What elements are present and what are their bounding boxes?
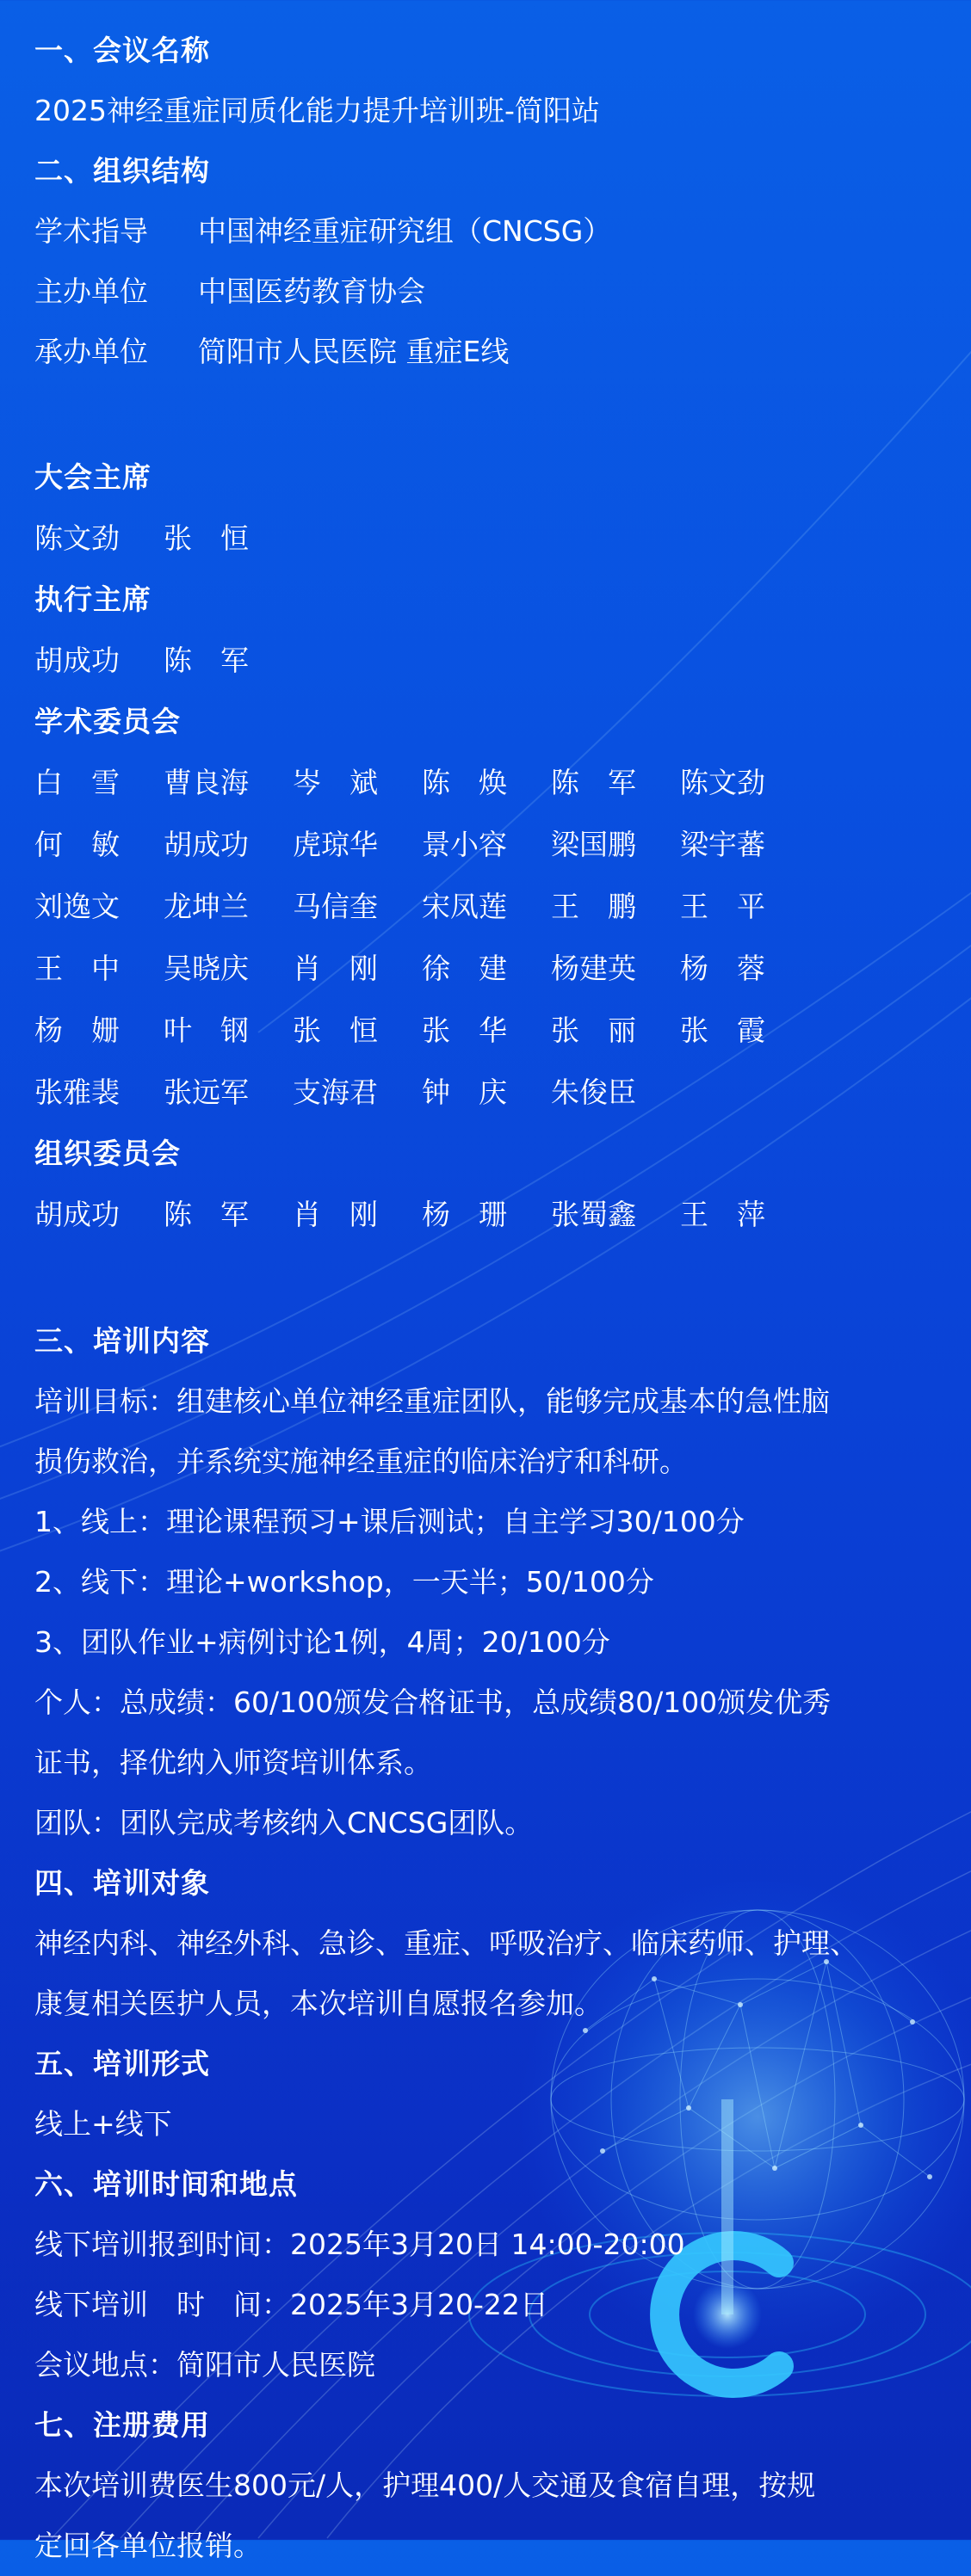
training-content-line: 1、线上：理论课程预习+课后测试；自主学习30/100分 — [34, 1505, 745, 1538]
person-name: 张蜀鑫 — [551, 1198, 636, 1231]
chair-title: 大会主席 — [34, 460, 152, 494]
exec-chair-names — [34, 630, 937, 692]
training-content-line: 3、团队作业+病例讨论1例，4周；20/100分 — [34, 1625, 610, 1659]
person-name: 张 霞 — [680, 1014, 765, 1047]
person-name: 胡成功 — [164, 828, 249, 861]
org-row-label: 承办单位 — [34, 335, 148, 368]
person-name: 景小容 — [422, 828, 507, 861]
person-name: 胡成功 — [34, 1198, 120, 1231]
training-content-line: 个人：总成绩：60/100颁发合格证书，总成绩80/100颁发优秀 — [34, 1685, 832, 1719]
fee-line: 定回各单位报销。 — [34, 2529, 262, 2562]
person-name: 王 鹏 — [551, 890, 636, 923]
section-title-fee: 七、注册费用 — [34, 2408, 210, 2442]
person-name: 曹良海 — [164, 766, 249, 799]
academic-row — [34, 938, 937, 1000]
person-name: 肖 刚 — [293, 952, 378, 985]
section-title-training-content: 三、培训内容 — [34, 1324, 210, 1358]
person-name: 杨 姗 — [34, 1014, 120, 1047]
person-name: 陈文劲 — [680, 766, 765, 799]
audience-line: 神经内科、神经外科、急诊、重症、呼吸治疗、临床药师、护理、 — [34, 1926, 858, 1960]
person-name: 肖 刚 — [293, 1198, 378, 1231]
person-name: 梁宇蕃 — [680, 828, 765, 861]
chair-names — [34, 508, 937, 570]
person-name: 王 中 — [34, 952, 120, 985]
time-place-line: 会议地点：简阳市人民医院 — [34, 2348, 375, 2382]
training-content-line: 证书，择优纳入师资培训体系。 — [34, 1746, 432, 1779]
person-name: 龙坤兰 — [164, 890, 249, 923]
exec-chair-title: 执行主席 — [34, 582, 152, 616]
person-name: 张远军 — [164, 1075, 249, 1109]
person-name: 陈 军 — [164, 644, 249, 677]
person-name: 张 华 — [422, 1014, 507, 1047]
meeting-name: 2025神经重症同质化能力提升培训班-简阳站 — [34, 94, 600, 127]
training-content-line: 2、线下：理论+workshop，一天半；50/100分 — [34, 1565, 654, 1599]
training-content-line: 损伤救治，并系统实施神经重症的临床治疗和科研。 — [34, 1445, 688, 1478]
person-name: 张 恒 — [164, 521, 249, 555]
person-name: 梁国鹏 — [551, 828, 636, 861]
training-content-line: 团队：团队完成考核纳入CNCSG团队。 — [34, 1806, 534, 1840]
org-row — [34, 262, 937, 322]
person-name: 陈文劲 — [34, 521, 120, 555]
person-name: 马信奎 — [293, 890, 378, 923]
org-row-label: 学术指导 — [34, 214, 148, 248]
academic-row — [34, 752, 937, 814]
person-name: 杨建英 — [551, 952, 636, 985]
org-row-value: 中国神经重症研究组（CNCSG） — [198, 214, 612, 248]
person-name: 胡成功 — [34, 644, 120, 677]
person-name: 支海君 — [293, 1075, 378, 1109]
person-name: 白 雪 — [34, 766, 120, 799]
section-title-meeting-name: 一、会议名称 — [34, 34, 210, 67]
org-row — [34, 322, 937, 382]
org-row-value: 简阳市人民医院 重症E线 — [198, 335, 510, 368]
org-row — [34, 201, 937, 262]
time-place-line: 线下培训 时 间：2025年3月20-22日 — [34, 2288, 548, 2321]
person-name: 徐 建 — [422, 952, 507, 985]
person-name: 宋凤莲 — [422, 890, 507, 923]
audience-line: 康复相关医护人员，本次培训自愿报名参加。 — [34, 1987, 603, 2020]
person-name: 陈 焕 — [422, 766, 507, 799]
spacer — [34, 382, 937, 447]
academic-row — [34, 1000, 937, 1062]
training-content-line: 培训目标：组建核心单位神经重症团队，能够完成基本的急性脑 — [34, 1384, 830, 1418]
person-name: 朱俊臣 — [551, 1075, 636, 1109]
person-name: 杨 蓉 — [680, 952, 765, 985]
org-row-label: 主办单位 — [34, 274, 148, 308]
person-name: 陈 军 — [164, 1198, 249, 1231]
academic-row — [34, 876, 937, 938]
academic-row — [34, 814, 937, 876]
section-title-organization: 二、组织结构 — [34, 154, 210, 188]
person-name: 虎琼华 — [293, 828, 378, 861]
time-place-line: 线下培训报到时间：2025年3月20日 14:00-20:00 — [34, 2228, 685, 2261]
section-title-time-place: 六、培训时间和地点 — [34, 2167, 298, 2201]
person-name: 王 平 — [680, 890, 765, 923]
person-name: 钟 庆 — [422, 1075, 507, 1109]
person-name: 张 恒 — [293, 1014, 378, 1047]
person-name: 张 丽 — [551, 1014, 636, 1047]
person-name: 杨 珊 — [422, 1198, 507, 1231]
org-row-value: 中国医药教育协会 — [198, 274, 425, 308]
person-name: 陈 军 — [551, 766, 636, 799]
organizing-committee-title: 组织委员会 — [34, 1137, 181, 1170]
person-name: 吴晓庆 — [164, 952, 249, 985]
person-name: 刘逸文 — [34, 890, 120, 923]
section-title-format: 五、培训形式 — [34, 2047, 210, 2080]
person-name: 王 萍 — [680, 1198, 765, 1231]
organizing-row — [34, 1184, 937, 1246]
person-name: 张雅裴 — [34, 1075, 120, 1109]
academic-committee-title: 学术委员会 — [34, 705, 181, 738]
person-name: 叶 钢 — [164, 1014, 249, 1047]
fee-line: 本次培训费医生800元/人，护理400/人交通及食宿自理，按规 — [34, 2468, 816, 2502]
spacer — [34, 1246, 937, 1311]
person-name: 岑 斌 — [293, 766, 378, 799]
person-name: 何 敏 — [34, 828, 120, 861]
academic-row — [34, 1062, 937, 1124]
format-text: 线上+线下 — [34, 2107, 172, 2141]
section-title-audience: 四、培训对象 — [34, 1866, 210, 1900]
